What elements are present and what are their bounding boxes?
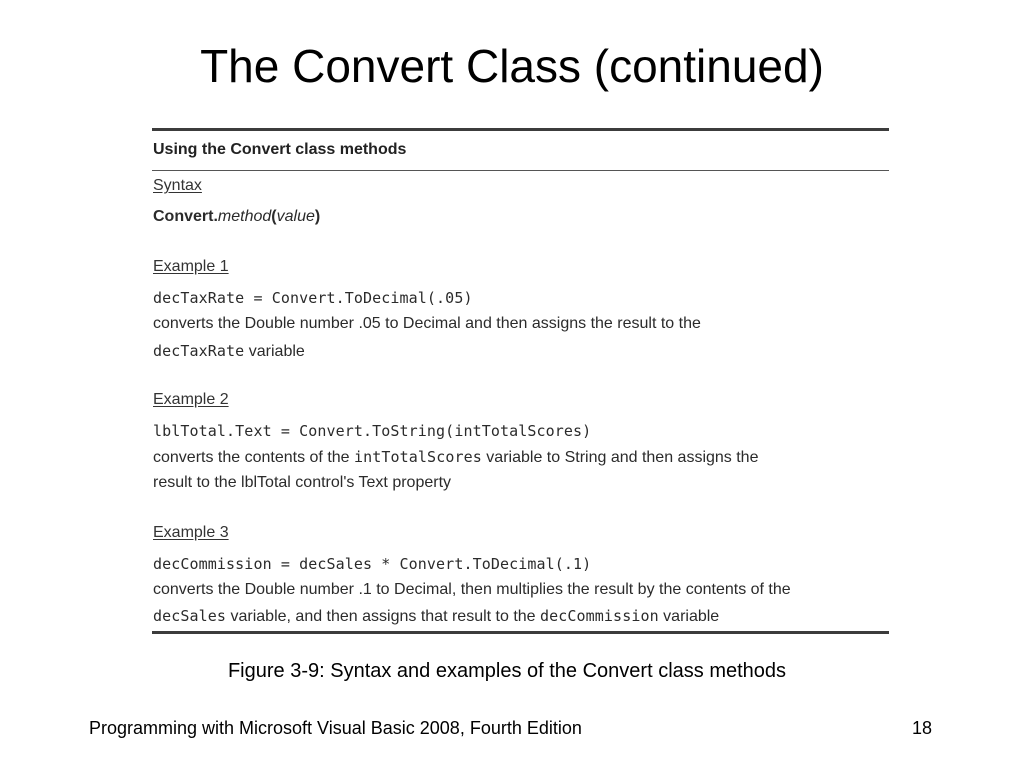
footer-text: Programming with Microsoft Visual Basic 2008, Fourth Edition (89, 718, 582, 738)
example1-desc-text: variable (244, 343, 305, 360)
syntax-open-paren: ( (271, 208, 277, 225)
example2-desc-text-a: converts the contents of the (153, 449, 355, 466)
example2-code: lblTotal.Text = Convert.ToString(intTotalScores) (153, 422, 592, 440)
figure-top-rule (152, 128, 889, 131)
example3-heading: Example 3 (153, 524, 229, 541)
example2-desc-code: intTotalScores (354, 448, 482, 466)
syntax-method: method (217, 208, 272, 225)
syntax-figure (152, 128, 889, 636)
example2-heading: Example 2 (153, 391, 229, 408)
example1-code: decTaxRate = Convert.ToDecimal(.05) (153, 289, 473, 307)
figure-caption: Figure 3-9: Syntax and examples of the Convert class methods (227, 660, 787, 682)
syntax-prefix: Convert. (153, 208, 218, 225)
example2-desc-text-b: variable to String and then assigns the (481, 449, 759, 466)
example1-desc-line1: converts the Double number .05 to Decimal and then assigns the result to the (153, 315, 701, 332)
slide-title: The Convert Class (continued) (200, 40, 824, 92)
example1-desc-line2 (153, 342, 305, 361)
example1-heading: Example 1 (153, 258, 229, 275)
example2-desc-line2: result to the lblTotal control's Text property (153, 474, 452, 491)
example3-desc-line1: converts the Double number .1 to Decimal, then multiplies the result by the contents of the (153, 581, 791, 598)
figure-header: Using the Convert class methods (153, 141, 407, 158)
syntax-close-paren: ) (314, 208, 321, 225)
example3-desc-text-b: variable (658, 608, 720, 625)
figure-header-rule (152, 170, 889, 171)
example3-desc-code-b: decCommission (540, 607, 659, 625)
example3-desc-line2 (153, 607, 719, 626)
example1-desc-code: decTaxRate (153, 342, 245, 360)
syntax-value: value (276, 208, 315, 225)
figure-bottom-rule (152, 631, 889, 634)
syntax-heading: Syntax (153, 177, 202, 194)
page-number: 18 (912, 718, 933, 738)
example3-code: decCommission = decSales * Convert.ToDecimal(.1) (153, 555, 592, 573)
example2-desc-line1 (153, 448, 758, 467)
example3-desc-code-a: decSales (153, 607, 227, 625)
example3-desc-text-a: variable, and then assigns that result to the (226, 608, 541, 625)
syntax-line (153, 208, 320, 226)
